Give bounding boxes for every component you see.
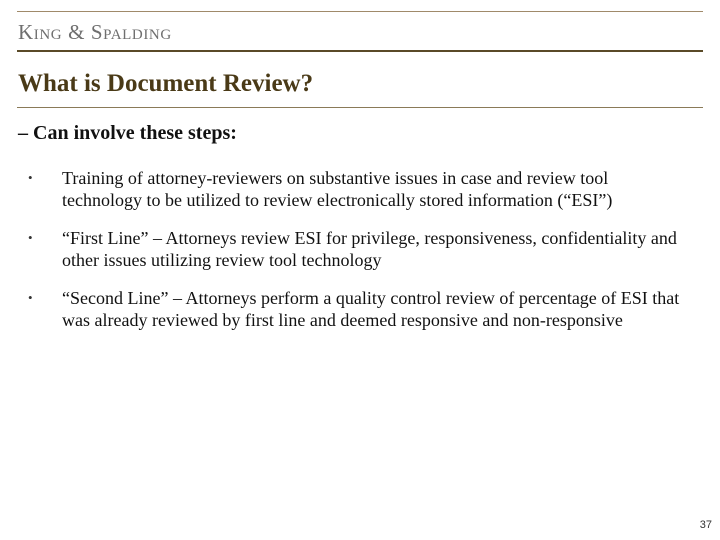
bullet-icon: •	[28, 290, 33, 305]
title-rule	[17, 107, 703, 108]
top-rule	[17, 11, 703, 12]
company-logo: King & Spalding	[18, 20, 172, 44]
page-number: 37	[699, 519, 712, 531]
bullet-text: “Second Line” – Attorneys perform a quality control review of percentage of ESI that was already reviewed by first line and deemed responsive and non-responsive	[62, 288, 680, 330]
bullet-item	[28, 227, 688, 271]
slide-subheading: – Can involve these steps:	[18, 122, 237, 144]
bullet-item	[28, 287, 688, 331]
bullet-text: Training of attorney-reviewers on substantive issues in case and review tool technology to be utilized to review electronically stored information (“ESI”)	[62, 168, 613, 210]
bullet-list	[28, 167, 688, 347]
slide-title: What is Document Review?	[18, 70, 314, 97]
bullet-icon: •	[28, 170, 33, 185]
bullet-icon: •	[28, 230, 33, 245]
header-rule	[17, 50, 703, 52]
bullet-text: “First Line” – Attorneys review ESI for privilege, responsiveness, confidentiality and other issues utilizing review tool technology	[62, 228, 677, 270]
bullet-item	[28, 167, 688, 211]
